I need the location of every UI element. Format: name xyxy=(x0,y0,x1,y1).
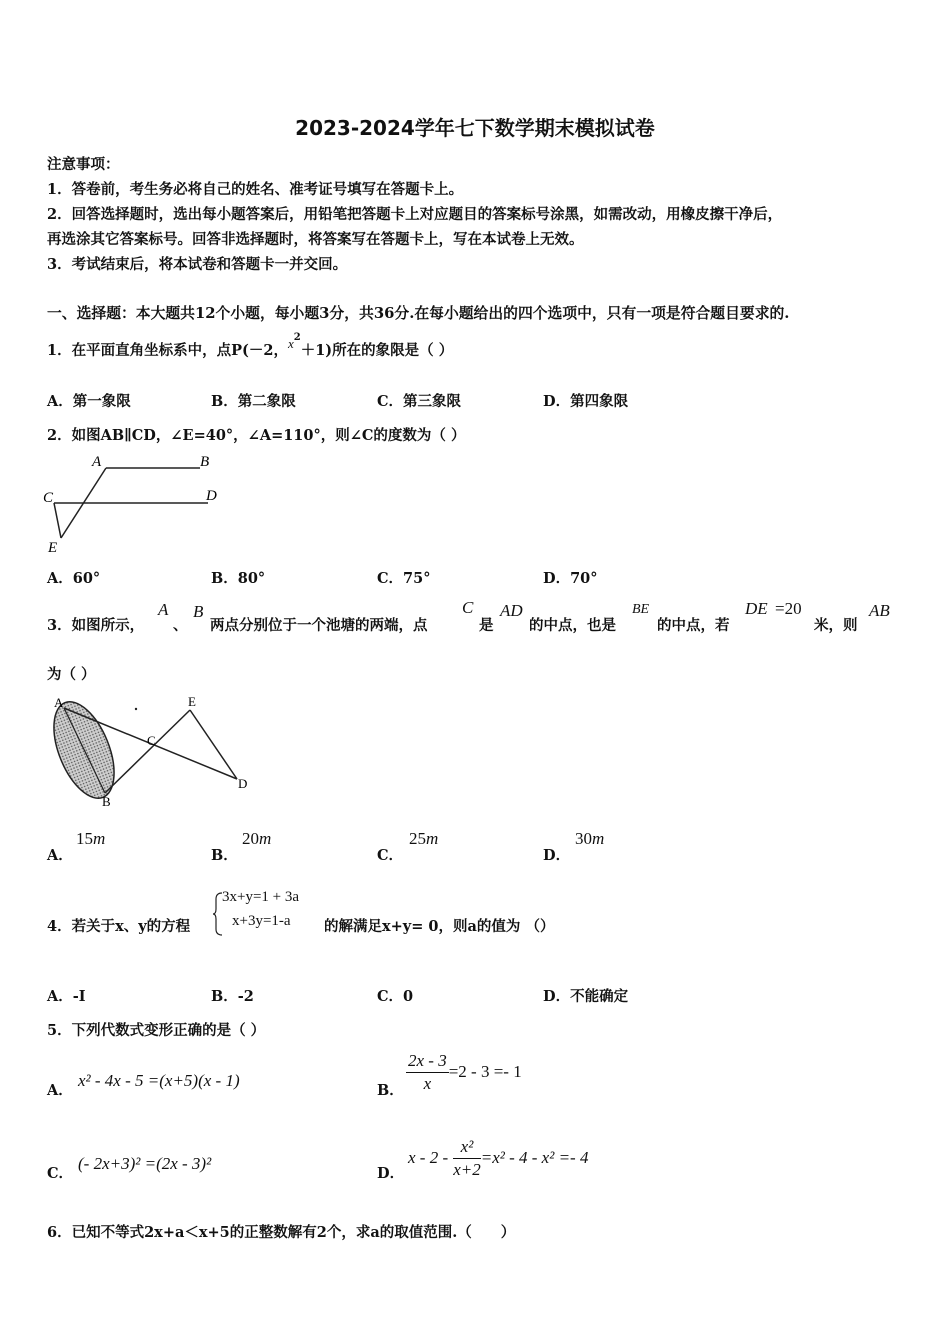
q5-option-a-expr: x² - 4x - 5 =(x+5)(x - 1) xyxy=(78,1071,240,1090)
q3-option-c-value: 25m xyxy=(409,829,439,848)
page-title: 2023-2024学年七下数学期末模拟试卷 xyxy=(295,116,655,140)
q3-option-a-letter: A． xyxy=(47,847,73,864)
q3-label-b: B xyxy=(102,794,111,809)
q3-option-d-value: 30m xyxy=(575,829,605,848)
q3-stem-t2: 是 xyxy=(479,617,494,634)
q3-dot xyxy=(135,708,137,710)
q3-stem-num: 3．如图所示， xyxy=(47,617,145,634)
q3-label-a: A xyxy=(54,695,64,710)
question-2-stem: 2．如图AB∥CD，∠E=40°，∠A=110°，则∠C的度数为（ ） xyxy=(47,427,466,444)
q1-stem-post: ＋1)所在的象限是（ ） xyxy=(300,342,454,359)
q5-option-d-expr xyxy=(408,1136,588,1181)
q5-option-b-label: B． xyxy=(377,1082,404,1099)
notice-item-2: 2．回答选择题时，选出每小题答案后，用铅笔把答题卡上对应题目的答案标号涂黑，如需改动，用橡皮擦干净后， xyxy=(47,206,783,223)
q4-equation-2: x+3y=1-a xyxy=(232,913,291,929)
q6-stem: 6．已知不等式2x+a＜x+5的正整数解有2个，求a的取值范围.（ ） xyxy=(47,1224,516,1241)
q4-stem-pre: 4．若关于x、y的方程 xyxy=(47,918,191,935)
q3-stem-t1: 两点分别位于一个池塘的两端，点 xyxy=(210,617,428,634)
q3-line-be xyxy=(105,710,190,793)
q3-option-c-letter: C． xyxy=(377,847,404,864)
q4-option-c: C．0 xyxy=(377,988,414,1005)
q5-b-numerator: 2x - 3 xyxy=(406,1050,449,1073)
q3-math-de: DE xyxy=(745,599,768,618)
q5-b-fraction xyxy=(406,1050,449,1095)
q3-stem-line2: 为（ ） xyxy=(47,666,96,683)
q3-math-c: C xyxy=(462,598,474,617)
q4-stem-post: 的解满足x+y= 0，则a的值为 （） xyxy=(324,918,555,935)
q1-stem-pre: 1．在平面直角坐标系中，点P(－2， xyxy=(47,342,288,359)
q3-option-d-letter: D． xyxy=(543,847,571,864)
q1-math-x: x xyxy=(287,336,294,351)
q5-d-denominator: x+2 xyxy=(453,1160,481,1179)
q5-stem: 5．下列代数式变形正确的是（ ） xyxy=(47,1022,266,1039)
q2-option-d: D．70° xyxy=(543,570,598,587)
q4-equation-1: 3x+y=1 + 3a xyxy=(222,889,300,905)
q2-line-ce xyxy=(54,503,61,538)
notice-heading: 注意事项： xyxy=(47,156,120,173)
q2-label-c: C xyxy=(43,490,54,506)
q3-stem-t3: 的中点，也是 xyxy=(529,617,616,634)
q5-option-b-expr xyxy=(406,1050,522,1095)
q2-label-d: D xyxy=(206,488,217,504)
q1-option-b: B．第二象限 xyxy=(211,393,296,410)
q5-d-rest: =x² - 4 - x² =- 4 xyxy=(480,1148,589,1167)
q3-math-eq: =20 xyxy=(775,599,802,618)
notice-item-2-cont: 再选涂其它答案标号。回答非选择题时，将答案写在答题卡上，写在本试卷上无效。 xyxy=(47,231,584,248)
q3-option-b-value: 20m xyxy=(242,829,272,848)
q3-math-ad: AD xyxy=(500,601,523,620)
q3-math-ab: AB xyxy=(869,601,890,620)
q2-label-b: B xyxy=(200,454,210,470)
q3-option-a-value: 15m xyxy=(76,829,106,848)
section-heading: 一、选择题：本大题共12个小题，每小题3分，共36分.在每小题给出的四个选项中，只有一项是符合题目要求的. xyxy=(47,305,790,322)
q3-stem-sep: 、 xyxy=(173,617,188,634)
q3-figure xyxy=(40,690,270,815)
q5-d-pre: x - 2 - xyxy=(408,1148,449,1167)
q3-math-be: BE xyxy=(632,602,650,617)
q4-option-b: B．-2 xyxy=(211,988,254,1005)
q5-b-rest: =2 - 3 =- 1 xyxy=(448,1062,522,1081)
q2-label-e: E xyxy=(48,540,58,556)
notice-item-3: 3．考试结束后，将本试卷和答题卡一并交回。 xyxy=(47,256,348,273)
q2-label-a: A xyxy=(92,454,102,470)
q1-option-c: C．第三象限 xyxy=(377,393,462,410)
q3-stem-t5: 米，则 xyxy=(814,617,858,634)
notice-item-1: 1．答卷前，考生务必将自己的姓名、准考证号填写在答题卡上。 xyxy=(47,181,464,198)
q5-option-a-label: A． xyxy=(47,1082,73,1099)
q5-d-fraction xyxy=(453,1136,481,1181)
q2-figure xyxy=(40,450,230,560)
q5-option-d-label: D． xyxy=(377,1165,405,1182)
q3-label-e: E xyxy=(188,694,196,709)
q1-option-a: A．第一象限 xyxy=(47,393,131,410)
q1-option-d: D．第四象限 xyxy=(543,393,629,410)
q2-option-c: C．75° xyxy=(377,570,431,587)
q3-stem-t4: 的中点，若 xyxy=(657,617,730,634)
question-1-stem xyxy=(47,332,454,360)
q3-label-d: D xyxy=(238,776,248,791)
q2-option-a: A．60° xyxy=(47,570,101,587)
q3-math-b: B xyxy=(193,602,204,621)
q5-b-denominator: x xyxy=(423,1074,432,1093)
q2-option-b: B．80° xyxy=(211,570,266,587)
q4-option-a: A．-I xyxy=(47,988,86,1005)
q3-math-a: A xyxy=(158,600,169,619)
q5-d-numerator: x² xyxy=(453,1136,481,1159)
q4-option-d: D．不能确定 xyxy=(543,988,629,1005)
q1-math-exponent: 2 xyxy=(293,332,301,344)
q5-option-c-label: C． xyxy=(47,1165,74,1182)
q3-label-c: C xyxy=(147,733,156,748)
q3-option-b-letter: B． xyxy=(211,847,238,864)
q5-option-c-expr: (- 2x+3)² =(2x - 3)² xyxy=(78,1154,212,1173)
